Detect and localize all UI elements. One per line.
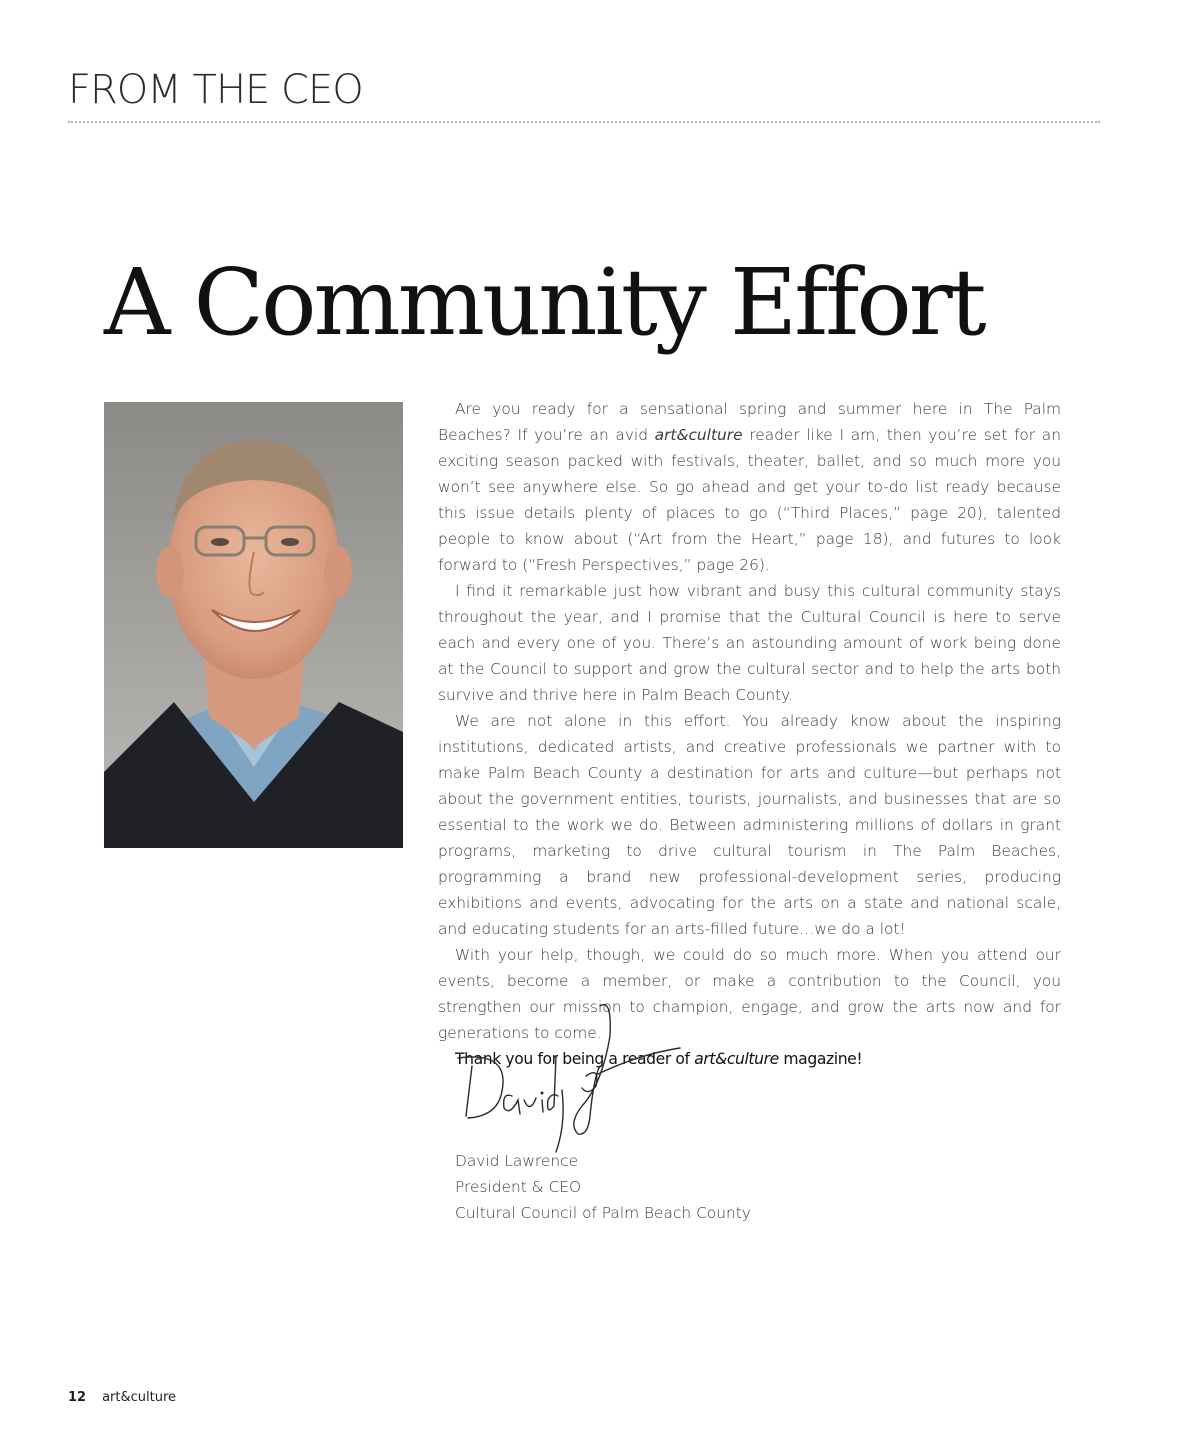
page-footer [68, 1390, 176, 1405]
article-body [438, 396, 1061, 1072]
article-paragraph: I find it remarkable just how vibrant and busy this cultural community stays throughout the year, and I promise that the Cultural Council is here to serve each and every one of you. There’s an astounding amount of work being done at the Council to support and grow the cultural sector and to help the arts both survive and thrive here in Palm Beach County. [438, 582, 1061, 704]
signoff-block [455, 1148, 751, 1226]
publication-name: art&culture [102, 1390, 177, 1405]
page-number: 12 [68, 1390, 87, 1405]
ceo-portrait-photo [104, 402, 403, 848]
section-header: FROM THE CEO [68, 67, 363, 113]
closing-line: Thank you for being a reader of art&culture magazine! [455, 1050, 863, 1068]
magazine-title-italic: art&culture [694, 1050, 779, 1068]
header-dotted-rule [68, 121, 1100, 123]
article-headline: A Community Effort [104, 249, 984, 356]
author-name: David Lawrence [455, 1152, 579, 1170]
article-paragraph: Are you ready for a sensational spring and summer here in The Palm Beaches? If you’re an avid art&culture reader like I am, then you’re set for an exciting season packed with festivals, theater, ballet, and so much more you won’t see anywhere else. So go ahead and get your to-do list ready because this issue details plenty of places to go (“Third Places,” page 20), talented people to know about (“Art from the Heart,” page 18), and futures to look forward to (“Fresh Perspectives,” page 26). [438, 400, 1061, 574]
article-paragraph: With your help, though, we could do so much more. When you attend our events, become a member, or make a contribution to the Council, you strengthen our mission to champion, engage, and grow the arts now and for generations to come. [438, 946, 1061, 1042]
author-organization: Cultural Council of Palm Beach County [455, 1204, 751, 1222]
article-paragraph: We are not alone in this effort. You already know about the inspiring institutions, dedicated artists, and creative professionals we partner with to make Palm Beach County a destination for arts and culture—but perhaps not about the government entities, tourists, journalists, and businesses that are so essential to the work we do. Between administering millions of dollars in grant programs, marketing to drive cultural tourism in The Palm Beaches, programming a brand new professional-development series, producing exhibitions and events, advocating for the arts on a state and national scale, and educating students for an arts-filled future…we do a lot! [438, 712, 1061, 938]
author-title: President & CEO [455, 1178, 582, 1196]
handwritten-signature [450, 996, 690, 1156]
magazine-title-italic: art&culture [654, 426, 743, 444]
